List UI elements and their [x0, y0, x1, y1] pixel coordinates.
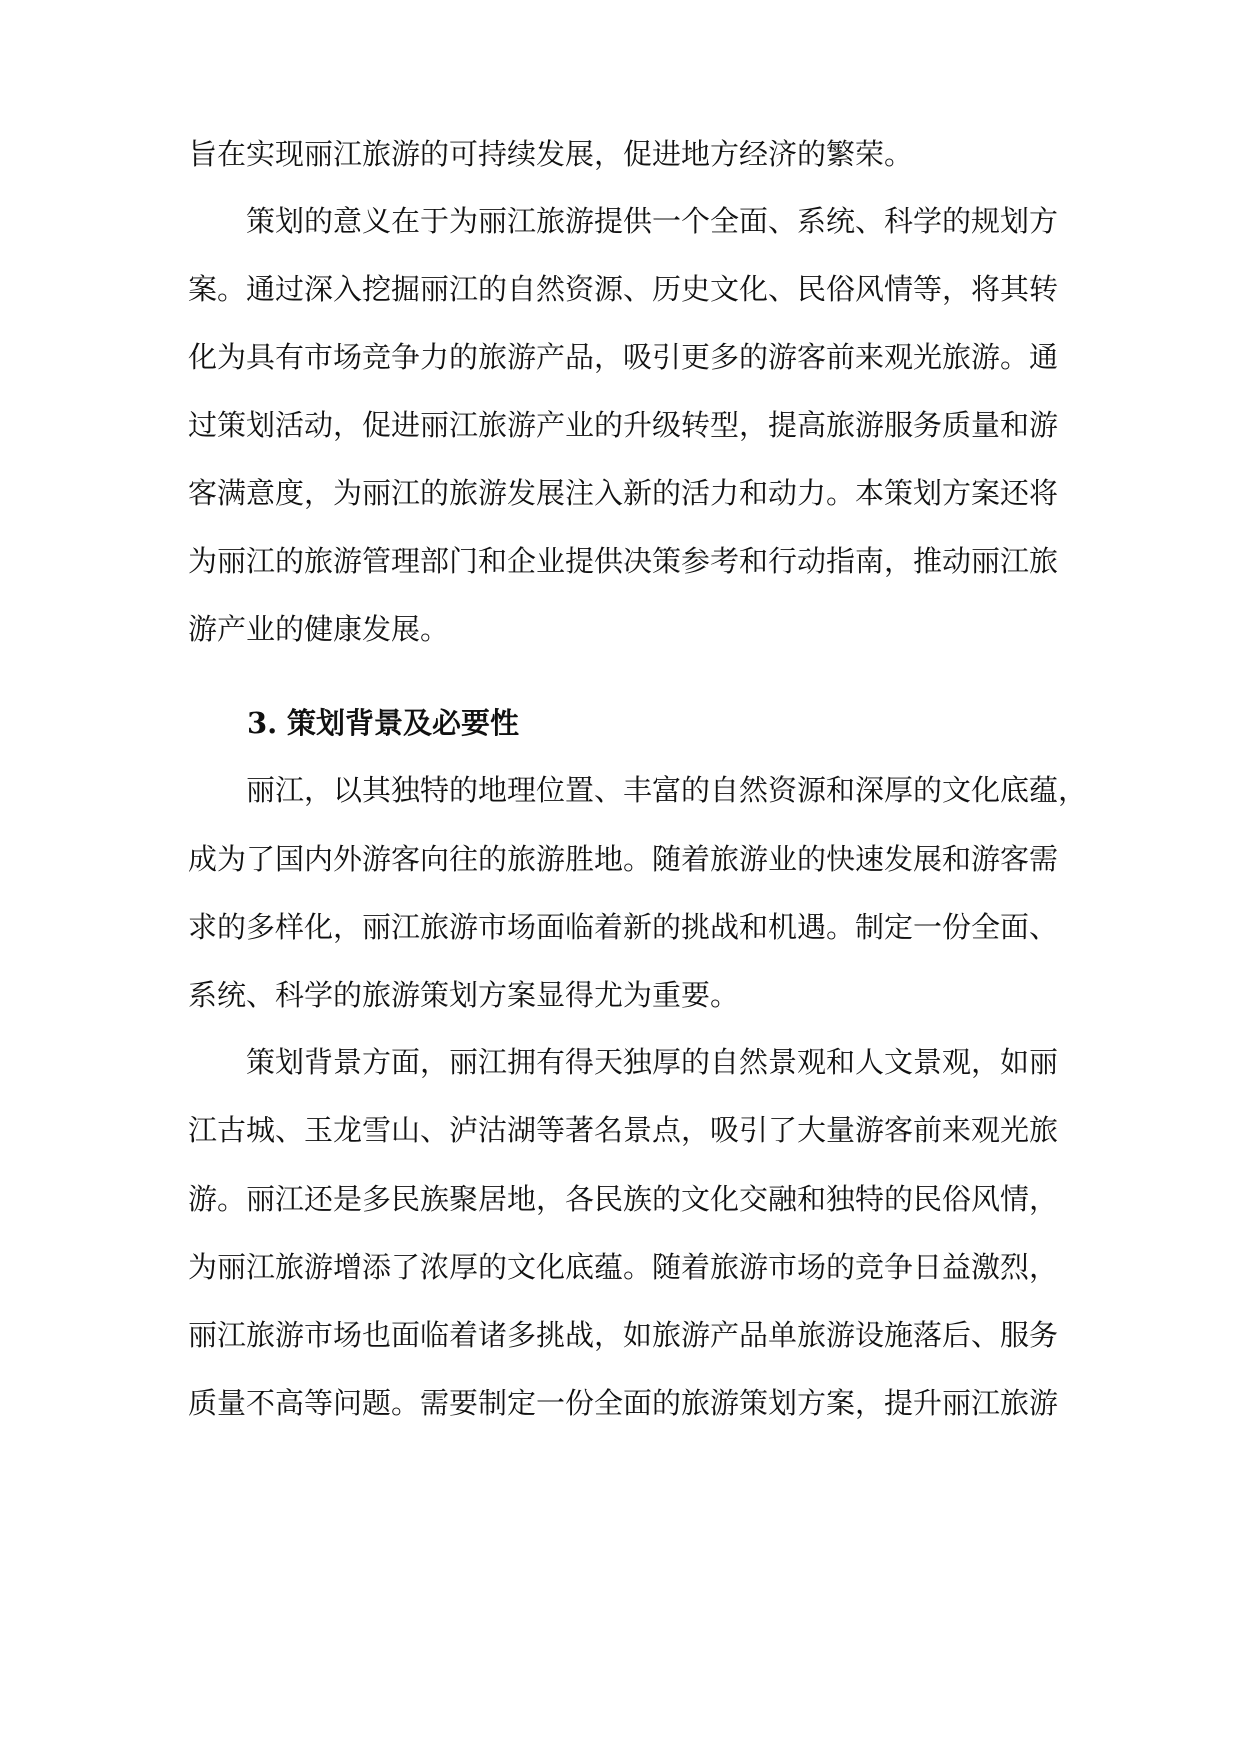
- paragraph-line: 策划背景方面，丽江拥有得天独厚的自然景观和人文景观，如丽: [188, 1045, 1059, 1079]
- section-number: 3.: [247, 706, 278, 740]
- paragraph-line: 游。丽江还是多民族聚居地，各民族的文化交融和独特的民俗风情，: [188, 1182, 1059, 1216]
- paragraph-line: 为丽江旅游增添了浓厚的文化底蕴。随着旅游市场的竞争日益激烈，: [188, 1250, 1059, 1284]
- paragraph-line: 化为具有市场竞争力的旅游产品，吸引更多的游客前来观光旅游。通: [188, 340, 1059, 374]
- section-heading: [247, 703, 847, 743]
- paragraph-line: 江古城、玉龙雪山、泸沽湖等著名景点，吸引了大量游客前来观光旅: [188, 1113, 1059, 1147]
- paragraph-line: 案。通过深入挖掘丽江的自然资源、历史文化、民俗风情等，将其转: [188, 272, 1059, 306]
- section-title: 策划背景及必要性: [287, 706, 520, 740]
- paragraph-line: 过策划活动，促进丽江旅游产业的升级转型，提高旅游服务质量和游: [188, 408, 1059, 442]
- paragraph-line: 质量不高等问题。需要制定一份全面的旅游策划方案，提升丽江旅游: [188, 1386, 1059, 1420]
- paragraph-line: 客满意度，为丽江的旅游发展注入新的活力和动力。本策划方案还将: [188, 476, 1059, 510]
- paragraph-line: 旨在实现丽江旅游的可持续发展，促进地方经济的繁荣。: [188, 137, 914, 171]
- paragraph-line: 为丽江的旅游管理部门和企业提供决策参考和行动指南，推动丽江旅: [188, 544, 1059, 578]
- paragraph-line: 丽江，以其独特的地理位置、丰富的自然资源和深厚的文化底蕴，: [188, 773, 1088, 807]
- paragraph-line: 丽江旅游市场也面临着诸多挑战，如旅游产品单旅游设施落后、服务: [188, 1318, 1059, 1352]
- paragraph-line: 成为了国内外游客向往的旅游胜地。随着旅游业的快速发展和游客需: [188, 842, 1059, 876]
- paragraph-line: 求的多样化，丽江旅游市场面临着新的挑战和机遇。制定一份全面、: [188, 910, 1059, 944]
- paragraph-line: 策划的意义在于为丽江旅游提供一个全面、系统、科学的规划方: [188, 204, 1059, 238]
- paragraph-line: 游产业的健康发展。: [188, 612, 450, 646]
- paragraph-line: 系统、科学的旅游策划方案显得尤为重要。: [188, 978, 740, 1012]
